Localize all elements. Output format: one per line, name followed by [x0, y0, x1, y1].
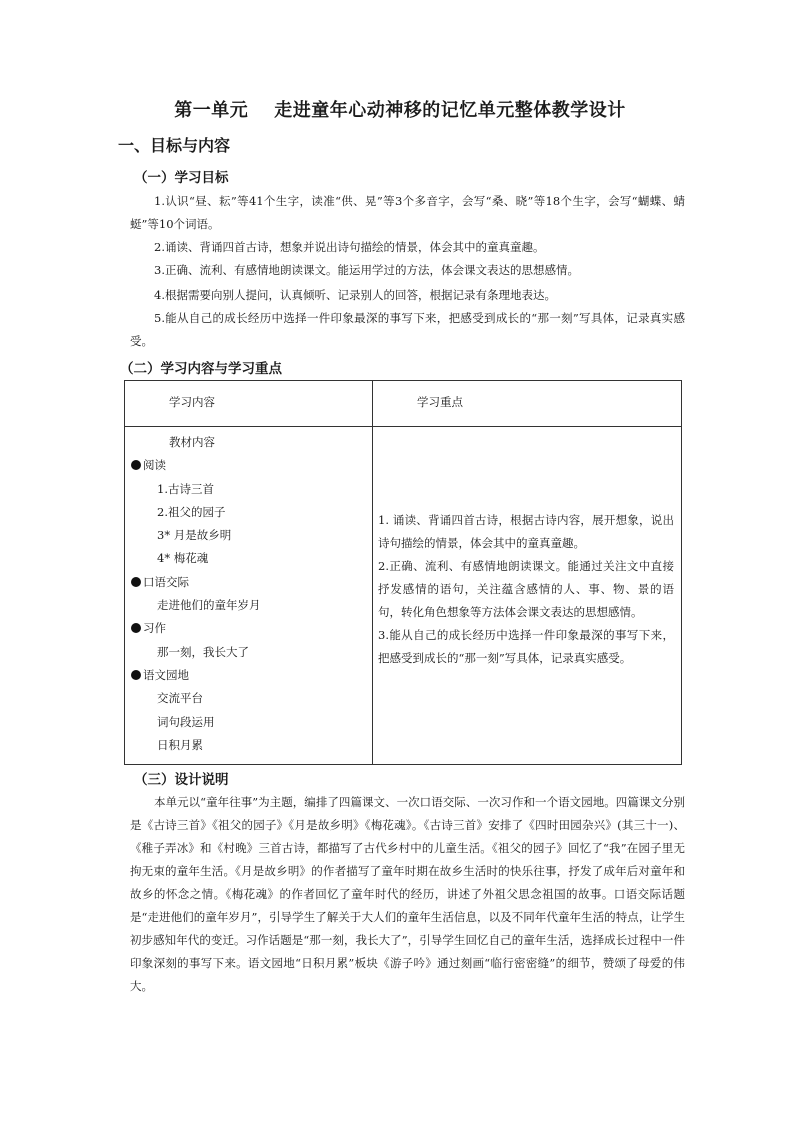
bullet-icon [131, 460, 141, 470]
list-item: 语文园地 [131, 664, 261, 687]
document-title [0, 96, 800, 122]
focus-item-3: 3.能从自己的成长经历中选择一件印象最深的事写下来，把感受到成长的“那一刻”写具体，记录真实感受。 [378, 628, 674, 665]
list-item: 日积月累 [157, 737, 203, 752]
section-heading-goals-content: 一、目标与内容 [118, 136, 231, 155]
list-item: 习作 [131, 617, 261, 640]
bullet-icon [131, 577, 141, 587]
design-notes-body: 本单元以“童年往事”为主题，编排了四篇课文、一次口语交际、一次习作和一个语文园地。四篇课文分别是《古诗三首》《祖父的园子》《月是故乡明》《梅花魂》。《古诗三首》安排了《四时田园杂兴》(其三十一)、《稚子弄冰》和《村晚》三首古诗，都描写了古代乡村中的儿童生活。《祖父的园子》回忆了“我”在园子里无拘无束的童年生活。《月是故乡明》的作者描写了童年时期在故乡生活时的快乐往事，抒发了成年后对童年和故乡的怀念之情。《梅花魂》的作者回忆了童年时代的经历，讲述了外祖父思念祖国的故事。口语交际话题是“走进他们的童年岁月”，引导学生了解关于大人们的童年生活信息，以及不同年代童年生活的特点，让学生初步感知年代的变迁。习作话题是“那一刻，我长大了”，引导学生回忆自己的童年生活，选择成长过程中一件印象深刻的事写下来。语文园地“日积月累”板块《游子吟》通过刻画“临行密密缝”的细节，赞颂了母爱的伟大。 [130, 795, 685, 993]
list-item: 4* 梅花魂 [157, 551, 209, 566]
focus-list [378, 509, 674, 670]
list-item: 那一刻，我长大了 [157, 644, 249, 659]
goal-item-4: 4.根据需要向别人提问，认真倾听、记录别人的回答，根据记录有条理地表达。 [154, 288, 556, 302]
learning-goals-heading: （一）学习目标 [134, 170, 229, 186]
goal-item-3: 3.正确、流利、有感情地朗读课文。能运用学过的方法，体会课文表达的思想感情。 [154, 263, 579, 277]
list-item: 3* 月是故乡明 [157, 528, 232, 543]
goal-item-5: 5.能从自己的成长经历中选择一件印象最深的事写下来，把感受到成长的“那一刻”写具体，记录真实感受。 [130, 311, 685, 348]
table-header-focus: 学习重点 [417, 395, 463, 409]
table-header-content: 学习内容 [169, 395, 215, 409]
design-notes-heading: （三）设计说明 [134, 772, 229, 788]
list-item: 1.古诗三首 [157, 481, 214, 496]
content-list [131, 431, 261, 757]
list-item: 交流平台 [157, 691, 203, 706]
focus-item-2: 2.正确、流利、有感情地朗读课文。能通过关注文中直接抒发感情的语句，关注蕴含感情的人、事、物、景的语句，转化角色想象等方法体会课文表达的思想感情。 [378, 559, 674, 619]
list-item: 2.祖父的园子 [157, 504, 226, 519]
list-item: 阅读 [131, 454, 261, 477]
list-item: 口语交际 [131, 571, 261, 594]
goal-item-2: 2.诵读、背诵四首古诗，想象并说出诗句描绘的情景，体会其中的童真童趣。 [154, 240, 545, 254]
content-focus-heading: （二）学习内容与学习重点 [120, 361, 282, 377]
bullet-icon [131, 670, 141, 680]
goal-item-1: 1.认识“昼、耘”等41个生字，读准“供、晃”等3个多音字，会写“桑、晓”等18个生字，会写“蝴蝶、蜻蜓”等10个词语。 [130, 194, 685, 231]
bullet-icon [131, 623, 141, 633]
list-item: 走进他们的童年岁月 [157, 598, 261, 613]
list-item: 词句段运用 [157, 714, 215, 729]
content-focus-table [124, 380, 682, 765]
unit-name: 走进童年心动神移的记忆单元整体教学设计 [274, 100, 626, 121]
materials-title: 教材内容 [169, 435, 215, 449]
unit-label: 第一单元 [174, 100, 249, 121]
focus-item-1: 1. 诵读、背诵四首古诗，根据古诗内容，展开想象，说出诗句描绘的情景，体会其中的童真童趣。 [378, 513, 674, 550]
